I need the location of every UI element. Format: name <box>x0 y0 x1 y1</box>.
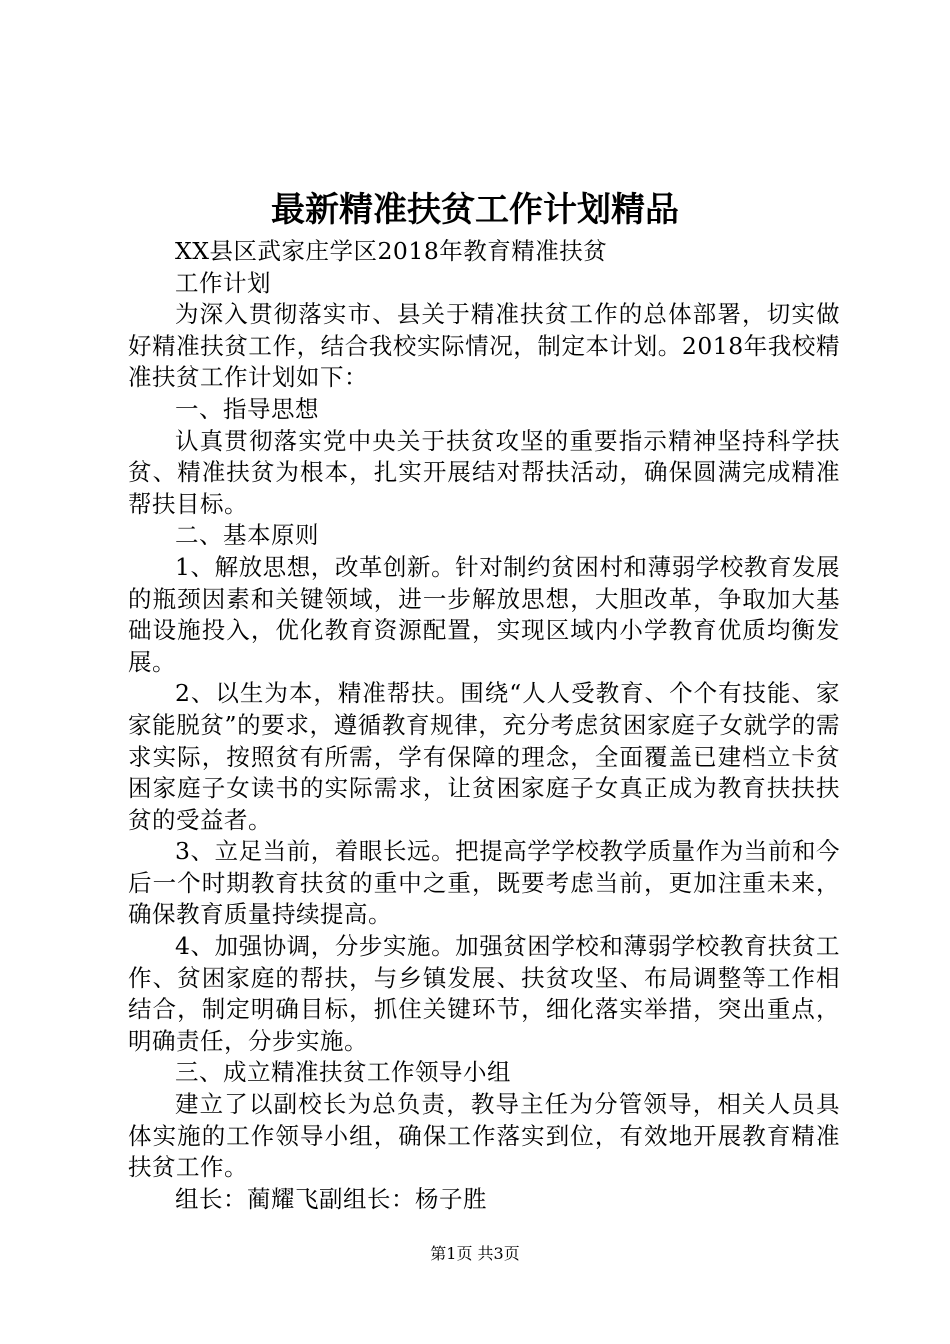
section-heading-2: 二、基本原则 <box>175 521 319 550</box>
page-number-footer: 第1页 共3页 <box>430 1244 520 1263</box>
principle-1-paragraph: 1、解放思想，改革创新。针对制约贫困村和薄弱学校教育发展的瓶颈因素和关键领域，进一步解放思想，大胆改革，争取加大基础设施投入，优化教育资源配置，实现区域内小学教育优质均衡发展。 <box>128 552 840 676</box>
section-heading-1: 一、指导思想 <box>175 394 319 423</box>
document-body <box>128 236 840 1215</box>
leadership-group-paragraph: 建立了以副校长为总负责，教导主任为分管领导，相关人员具体实施的工作领导小组，确保工作落实到位，有效地开展教育精准扶贫工作。 <box>128 1090 840 1182</box>
subtitle-line-1: XX县区武家庄学区2018年教育精准扶贫 <box>175 237 608 265</box>
section-heading-3: 三、成立精准扶贫工作领导小组 <box>175 1058 511 1087</box>
subtitle-line-2: 工作计划 <box>175 268 271 297</box>
principle-4-paragraph: 4、加强协调，分步实施。加强贫困学校和薄弱学校教育扶贫工作、贫困家庭的帮扶，与乡镇发展、扶贫攻坚、布局调整等工作相结合，制定明确目标，抓住关键环节，细化落实举措，突出重点，明确责任，分步实施。 <box>128 932 840 1055</box>
group-leaders-line: 组长：蔺耀飞副组长：杨子胜 <box>175 1184 487 1213</box>
principle-2-paragraph: 2、以生为本，精准帮扶。围绕“人人受教育、个个有技能、家家能脱贫”的要求，遵循教育规律，充分考虑贫困家庭子女就学的需求实际，按照贫有所需，学有保障的理念，全面覆盖已建档立卡贫困家庭子女读书的实际需求，让贫困家庭子女真正成为教育扶扶扶贫的受益者。 <box>128 679 840 834</box>
document-title: 最新精准扶贫工作计划精品 <box>271 190 679 230</box>
principle-3-paragraph: 3、立足当前，着眼长远。把提高学学校教学质量作为当前和今后一个时期教育扶贫的重中之重，既要考虑当前，更加注重未来，确保教育质量持续提高。 <box>128 837 840 929</box>
guiding-ideology-paragraph: 认真贯彻落实党中央关于扶贫攻坚的重要指示精神坚持科学扶贫、精准扶贫为根本，扎实开展结对帮扶活动，确保圆满完成精准帮扶目标。 <box>128 426 840 518</box>
intro-paragraph: 为深入贯彻落实市、县关于精准扶贫工作的总体部署，切实做好精准扶贫工作，结合我校实际情况，制定本计划。2018年我校精准扶贫工作计划如下： <box>128 300 840 392</box>
